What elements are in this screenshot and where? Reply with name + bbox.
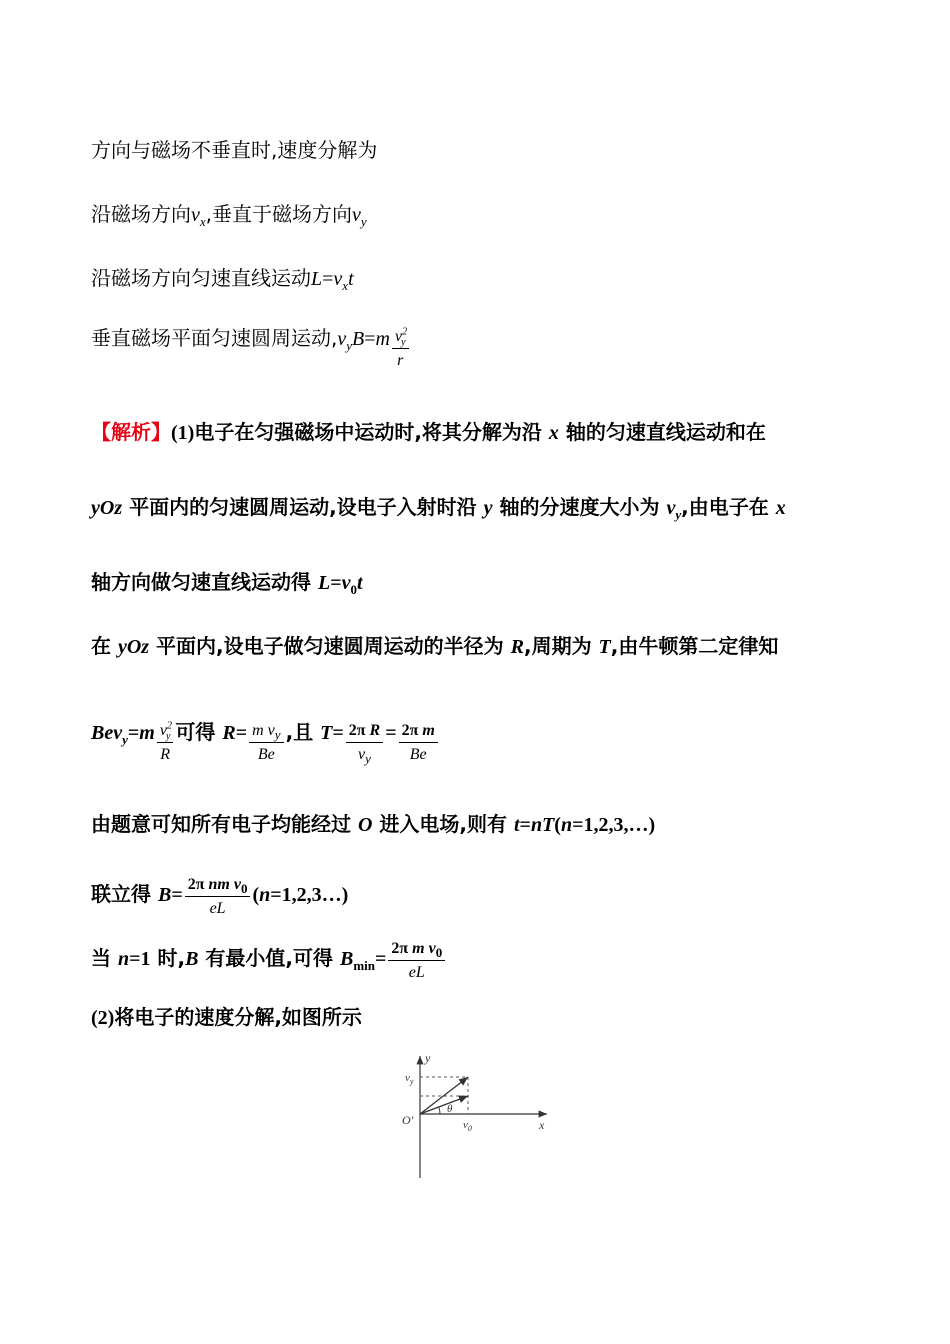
velocity-decomposition-figure — [395, 1050, 555, 1180]
y-axis-label: y — [425, 1051, 431, 1065]
solution-line-5: Bev$_y$=m $\frac{v^2_y}{R}$ 可得 R= $\frac{m v_y}{Be}$ ,且 T= $\frac{\text{2π R}}{v_y}$ = $\frac{\text{2π m}}{Be}$ — [91, 718, 440, 767]
note-line-1: 方向与磁场不垂直时,速度分解为 — [91, 138, 378, 162]
solution-line-4: 在 yOz 平面内,设电子做匀速圆周运动的半径为 R,周期为 T,由牛顿第二定律知 — [91, 634, 779, 658]
theta-label: θ — [447, 1103, 453, 1115]
note-line-2: 沿磁场方向$v_x$,垂直于磁场方向$v_y$ — [91, 202, 367, 229]
x-axis-label: x — [539, 1118, 545, 1132]
solution-line-9: (2)将电子的速度分解,如图所示 — [91, 1005, 362, 1029]
solution-line-1: 【解析】(1)电子在匀强磁场中运动时,将其分解为沿 x 轴的匀速直线运动和在 — [91, 420, 766, 444]
solution-line-8: 当 n=1 时,B 有最小值,可得 $B_{min}=$ $\frac{2\pi m v_0}{eL}$ — [91, 938, 447, 985]
solution-line-2: yOz 平面内的匀速圆周运动,设电子入射时沿 y 轴的分速度大小为 $v_y$,由电子在 x — [91, 495, 786, 522]
velocity-diagram — [395, 1050, 555, 1180]
note-line-4: 垂直磁场平面匀速圆周运动$,v_yB=m$ $\frac{v^2_y}{r}$ — [91, 326, 408, 369]
v0-label: $v_0$ — [463, 1119, 472, 1133]
vy-label: $v_y$ — [405, 1072, 414, 1086]
note-line-3: 沿磁场方向匀速直线运动$L=v_xt$ — [91, 266, 354, 293]
component-vector — [420, 1096, 468, 1114]
origin-label: O' — [402, 1113, 414, 1127]
angle-arc — [439, 1107, 440, 1114]
solution-line-3: 轴方向做匀速直线运动得 $L=v_0t$ — [91, 570, 363, 597]
solution-line-6: 由题意可知所有电子均能经过 O 进入电场,则有 t=nT(n=1,2,3,…) — [91, 812, 656, 836]
solution-line-7: 联立得 B= $\frac{2\pi nm v_0}{eL}$ (n=1,2,3…) — [91, 876, 349, 917]
